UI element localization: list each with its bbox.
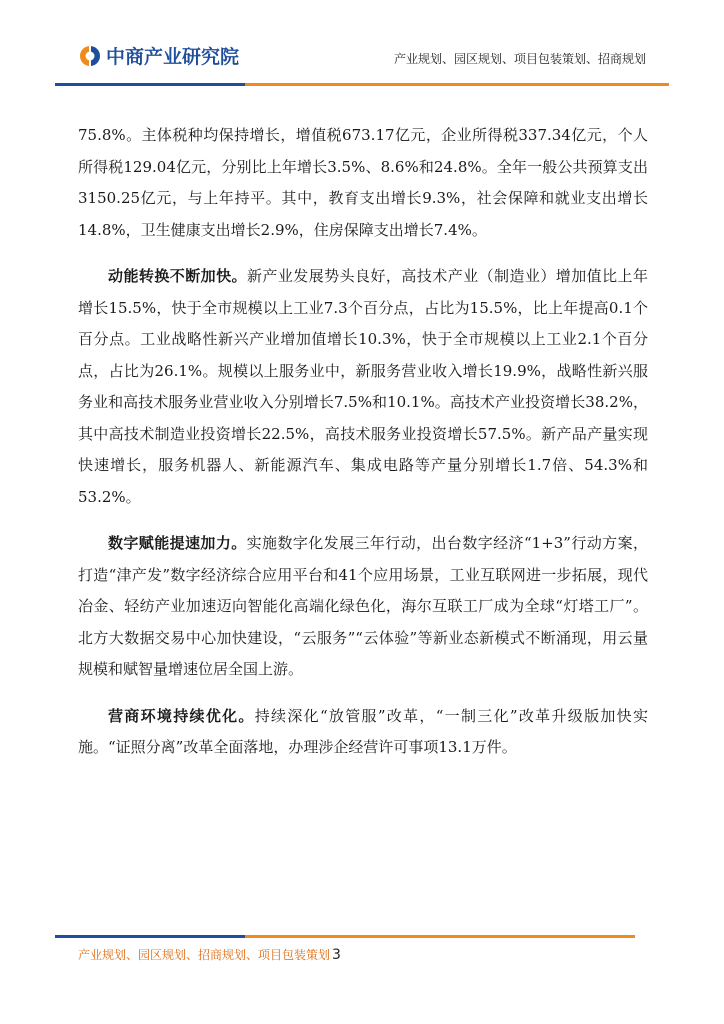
document-body — [78, 120, 648, 779]
footer-rule-orange — [245, 935, 635, 938]
header-rule-orange — [245, 83, 669, 86]
paragraph-heading-business-env: 营商环境持续优化。 — [108, 706, 255, 725]
company-logo — [78, 42, 239, 69]
header-slogan: 产业规划、园区规划、项目包装策划、招商规划 — [393, 52, 646, 66]
paragraph-text-momentum: 新产业发展势头良好，高技术产业（制造业）增加值比上年增长15.5%，快于全市规模以上工业7.3个百分点，占比为15.5%，比上年提高0.1个百分点。工业战略性新兴产业增加值增长10.3%，快于全市规模以上工业2.1个百分点，占比为26.1%。规模以上服务业中，新服务营业收入增长19.9%，战略性新兴服务业和高技术服务业营业收入分别增长7.5%和10.1%。高技术产业投资增长38.2%，其中高技术制造业投资增长22.5%，高技术服务业投资增长57.5%。新产品产量实现快速增长，服务机器人、新能源汽车、集成电路等产量分别增长1.7倍、54.3%和53.2%。 — [78, 267, 648, 506]
paragraph-text-digital: 实施数字化发展三年行动，出台数字经济“1+3”行动方案，打造“津产发”数字经济综合应用平台和41个应用场景，工业互联网进一步拓展，现代冶金、轻纺产业加速迈向智能化高端化绿色化，海尔互联工厂成为全球“灯塔工厂”。北方大数据交易中心加快建设，“云服务”“云体验”等新业态新模式不断涌现，用云量规模和赋智量增速位居全国上游。 — [78, 534, 648, 678]
paragraph-heading-momentum: 动能转换不断加快。 — [108, 267, 247, 285]
paragraph-heading-digital: 数字赋能提速加力。 — [108, 534, 247, 552]
footer-rule-blue — [55, 935, 245, 938]
paragraph-momentum — [78, 261, 648, 513]
page-number: 3 — [332, 947, 341, 963]
paragraph-digital — [78, 528, 648, 686]
logo-icon — [78, 44, 102, 68]
logo-text: 中商产业研究院 — [106, 46, 240, 68]
page-header — [0, 0, 724, 90]
page-footer — [78, 946, 341, 963]
header-rule-blue — [55, 83, 245, 86]
footer-text: 产业规划、园区规划、招商规划、项目包装策划 — [78, 948, 331, 962]
paragraph-fiscal: 75.8%。主体税种均保持增长，增值税673.17亿元，企业所得税337.34亿元，个人所得税129.04亿元，分别比上年增长3.5%、8.6%和24.8%。全年一般公共预算支出3150.25亿元，与上年持平。其中，教育支出增长9.3%，社会保障和就业支出增长14.8%，卫生健康支出增长2.9%，住房保障支出增长7.4%。 — [78, 126, 648, 239]
paragraph-business-env — [78, 701, 648, 764]
paragraph-text-business-env: 持续深化“放管服”改革，“一制三化”改革升级版加快实施。“证照分离”改革全面落地，办理涉企经营许可事项13.1万件。 — [78, 706, 648, 756]
